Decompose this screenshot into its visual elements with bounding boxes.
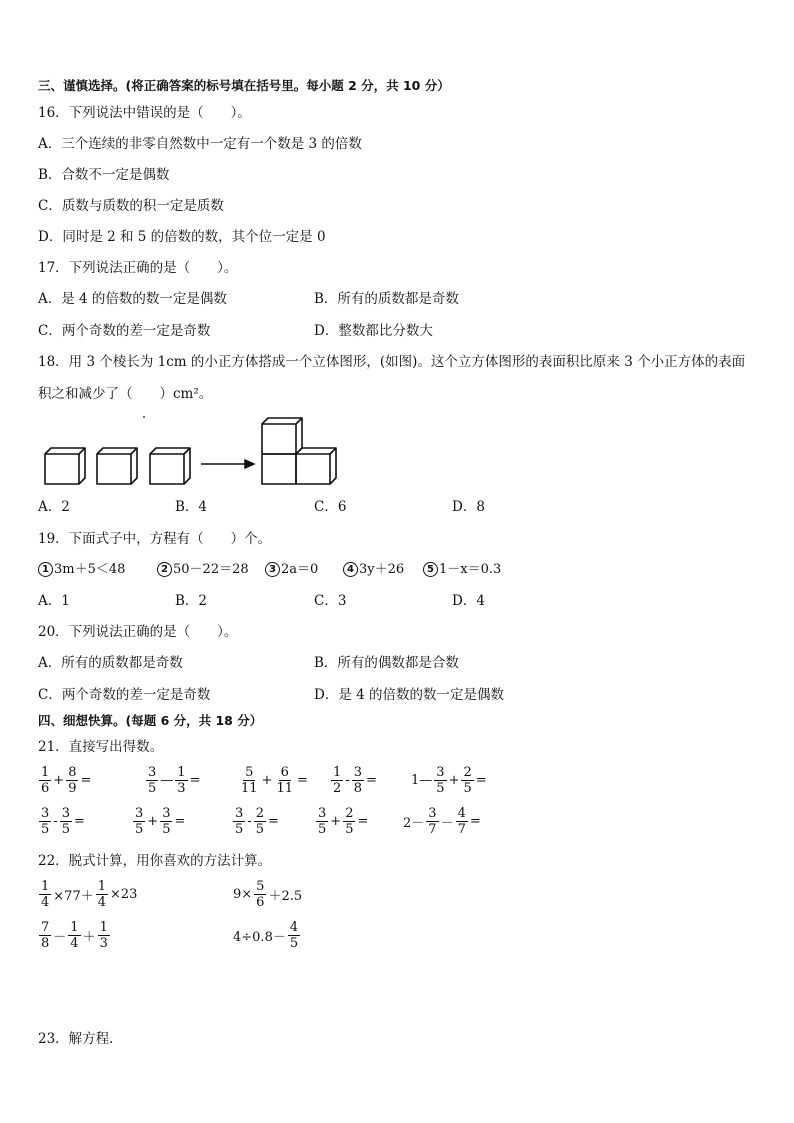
q17-option-c: C．两个奇数的差一定是奇数 <box>38 323 211 339</box>
q17-option-a: A．是 4 的倍数的数一定是偶数 <box>38 291 227 307</box>
q20-option-c: C．两个奇数的差一定是奇数 <box>38 687 211 703</box>
q21-expr-6: $\frac{3}{5}$ - $\frac{3}{5}$ = <box>41 806 85 837</box>
q21-expr-4: $\frac{1}{2}$ - $\frac{3}{8}$ = <box>333 765 377 796</box>
q18-option-d: D．8 <box>452 499 485 515</box>
q18-option-c: C．6 <box>314 499 347 515</box>
q16-stem: 16．下列说法中错误的是（ ）。 <box>38 105 251 121</box>
q21-expr-1: $\frac{1}{6}$ + $\frac{8}{9}$ = <box>41 765 92 796</box>
q22-stem: 22．脱式计算，用你喜欢的方法计算。 <box>38 853 272 869</box>
q19-item-5: 5 1－x＝0.3 <box>423 561 501 579</box>
q16-option-d: D．同时是 2 和 5 的倍数的数，其个位一定是 0 <box>38 229 326 245</box>
q22-expr-4: 4÷0.8－ $\frac{4}{5}$ <box>233 920 299 951</box>
q16-option-a: A．三个连续的非零自然数中一定有一个数是 3 的倍数 <box>38 136 362 152</box>
q21-expr-3: $\frac{5}{11}$ + $\frac{6}{11}$ = <box>241 765 308 796</box>
q18-stem-line1: 18．用 3 个棱长为 1cm 的小正方体搭成一个立体图形，(如图)。这个立方体图形的表面积比原来 3 个小正方体的表面 <box>38 354 746 370</box>
q17-option-d: D．整数都比分数大 <box>314 323 433 339</box>
q21-expr-7: $\frac{3}{5}$ + $\frac{3}{5}$ = <box>135 806 186 837</box>
q21-expr-8: $\frac{3}{5}$ - $\frac{2}{5}$ = <box>235 806 279 837</box>
section-3-heading: 三、谨慎选择。(将正确答案的标号填在括号里。每小题 2 分，共 10 分） <box>38 78 450 93</box>
q17-stem: 17．下列说法正确的是（ ）。 <box>38 260 238 276</box>
q20-option-d: D．是 4 的倍数的数一定是偶数 <box>314 687 504 703</box>
q19-option-d: D．4 <box>452 593 485 609</box>
q19-option-b: B．2 <box>175 593 208 609</box>
q19-item-3: 3 2a＝0 <box>265 561 318 579</box>
section-4-heading: 四、细想快算。(每题 6 分，共 18 分） <box>38 713 263 728</box>
q16-option-b: B．合数不一定是偶数 <box>38 167 170 183</box>
q20-stem: 20．下列说法正确的是（ ）。 <box>38 624 238 640</box>
small-cube-2 <box>97 448 137 484</box>
q18-option-a: A．2 <box>38 499 70 515</box>
q21-expr-5: 1— $\frac{3}{5}$ + $\frac{2}{5}$ = <box>411 765 487 796</box>
q21-expr-10: 2－ $\frac{3}{7}$ － $\frac{4}{7}$ = <box>403 806 481 837</box>
q19-item-4: 4 3y＋26 <box>343 561 404 579</box>
q19-stem: 19．下面式子中，方程有（ ）个。 <box>38 531 272 547</box>
q23-stem: 23．解方程． <box>38 1031 123 1047</box>
q19-option-c: C．3 <box>314 593 347 609</box>
q22-expr-1: $\frac{1}{4}$ ×77＋ $\frac{1}{4}$ ×23 <box>41 879 138 910</box>
q21-stem: 21．直接写出得数。 <box>38 739 164 755</box>
q19-option-a: A．1 <box>38 593 70 609</box>
q22-expr-3: $\frac{7}{8}$ － $\frac{1}{4}$ ＋ $\frac{1}{3}$ <box>41 920 108 951</box>
q19-item-1: 1 3m＋5＜48 <box>38 561 125 579</box>
q16-option-c: C．质数与质数的积一定是质数 <box>38 198 224 214</box>
small-cube-3 <box>150 448 190 484</box>
cube-figure <box>40 412 350 488</box>
small-cube-1 <box>45 448 85 484</box>
q19-item-2: 2 50－22＝28 <box>157 561 249 579</box>
q18-stem-line2: 积之和减少了（ ）cm²。 <box>38 386 213 402</box>
q21-expr-2: $\frac{3}{5}$ — $\frac{1}{3}$ = <box>148 765 201 796</box>
combined-cubes <box>262 418 336 484</box>
q21-expr-9: $\frac{3}{5}$ + $\frac{2}{5}$ = <box>318 806 369 837</box>
q18-option-b: B．4 <box>175 499 208 515</box>
arrow-icon <box>201 460 254 468</box>
q22-expr-2: 9× $\frac{5}{6}$ ＋2.5 <box>233 879 303 910</box>
q20-option-b: B．所有的偶数都是合数 <box>314 655 459 671</box>
q20-option-a: A．所有的质数都是奇数 <box>38 655 183 671</box>
q17-option-b: B．所有的质数都是奇数 <box>314 291 459 307</box>
